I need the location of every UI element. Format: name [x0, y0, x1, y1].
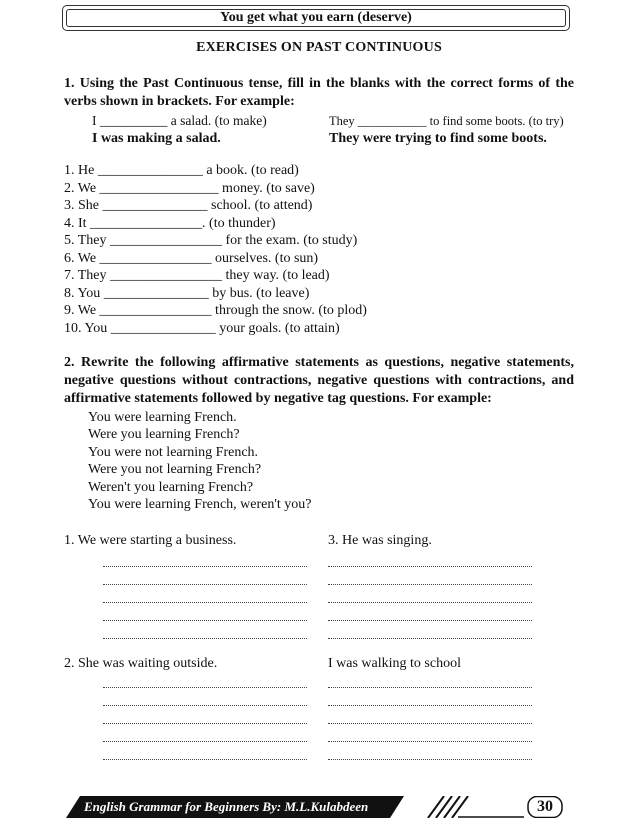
example-right-answer: They were trying to find some boots. — [329, 131, 547, 146]
answer-lines-q2 — [103, 670, 307, 760]
exercise-item: 6. We ________________ ourselves. (to sun) — [64, 250, 319, 266]
example-sentence: Were you learning French? — [88, 427, 240, 443]
answer-line[interactable] — [328, 549, 532, 567]
question-1: 1. We were starting a business. — [64, 533, 237, 548]
question-3: 3. He was singing. — [328, 533, 432, 548]
exercise-item: 2. We _________________ money. (to save) — [64, 180, 315, 196]
section2-examples — [88, 409, 311, 513]
example-left-question: I __________ a salad. (to make) — [92, 113, 267, 128]
example-right-question: They ___________ to find some boots. (to try) — [329, 114, 564, 128]
question-2: 2. She was waiting outside. — [64, 656, 218, 671]
exercise-item: 7. They ________________ they way. (to lead) — [64, 268, 330, 283]
answer-line[interactable] — [103, 549, 307, 567]
answer-line[interactable] — [103, 670, 307, 688]
exercise-item: 10. You _______________ your goals. (to attain) — [64, 320, 340, 336]
answer-lines-q4 — [328, 670, 532, 760]
answer-line[interactable] — [328, 742, 532, 760]
answer-line[interactable] — [103, 724, 307, 742]
page-number: 30 — [537, 798, 553, 815]
answer-lines-q1 — [103, 549, 307, 639]
footer-text: English Grammar for Beginners By: M.L.Kulabdeen — [84, 799, 369, 814]
exercise-item: 5. They ________________ for the exam. (to study) — [64, 233, 358, 248]
answer-line[interactable] — [103, 742, 307, 760]
example-sentence: Weren't you learning French? — [88, 479, 254, 495]
banner-title: You get what you earn (deserve) — [66, 9, 566, 27]
exercise-item: 4. It ________________. (to thunder) — [64, 215, 276, 231]
page-heading: EXERCISES ON PAST CONTINUOUS — [196, 40, 442, 55]
answer-line[interactable] — [103, 706, 307, 724]
exercise-item: 1. He _______________ a book. (to read) — [64, 163, 299, 178]
example-sentence: Were you not learning French? — [88, 462, 262, 478]
answer-line[interactable] — [103, 585, 307, 603]
answer-line[interactable] — [328, 567, 532, 585]
section1-instruction: 1. Using the Past Continuous tense, fill in the blanks with the correct forms of the verbs shown in brackets. For example: — [64, 76, 574, 109]
example-sentence: You were learning French. — [88, 410, 237, 425]
answer-line[interactable] — [328, 621, 532, 639]
answer-line[interactable] — [103, 567, 307, 585]
footer-stripes — [428, 796, 468, 818]
exercise-item: 8. You _______________ by bus. (to leave) — [64, 285, 310, 301]
exercise-item: 9. We ________________ through the snow. (to plod) — [64, 303, 367, 318]
example-sentence: You were learning French, weren't you? — [88, 497, 312, 513]
answer-line[interactable] — [103, 603, 307, 621]
exercise-list — [64, 162, 367, 337]
answer-line[interactable] — [328, 688, 532, 706]
answer-line[interactable] — [328, 603, 532, 621]
answer-line[interactable] — [103, 621, 307, 639]
example-left-answer: I was making a salad. — [92, 131, 221, 146]
exercise-item: 3. She _______________ school. (to attend) — [64, 198, 313, 213]
answer-line[interactable] — [103, 688, 307, 706]
answer-lines-q3 — [328, 549, 532, 639]
example-sentence: You were not learning French. — [88, 444, 259, 460]
answer-line[interactable] — [328, 585, 532, 603]
answer-line[interactable] — [328, 706, 532, 724]
answer-line[interactable] — [328, 724, 532, 742]
question-4: I was walking to school — [328, 656, 461, 671]
section2-instruction: 2. Rewrite the following affirmative statements as questions, negative statements, negative questions without contractions, negative questions with contractions, and affirmative statements followed by negative tag questions. For example: — [64, 355, 574, 406]
title-banner — [62, 5, 570, 31]
answer-line[interactable] — [328, 670, 532, 688]
